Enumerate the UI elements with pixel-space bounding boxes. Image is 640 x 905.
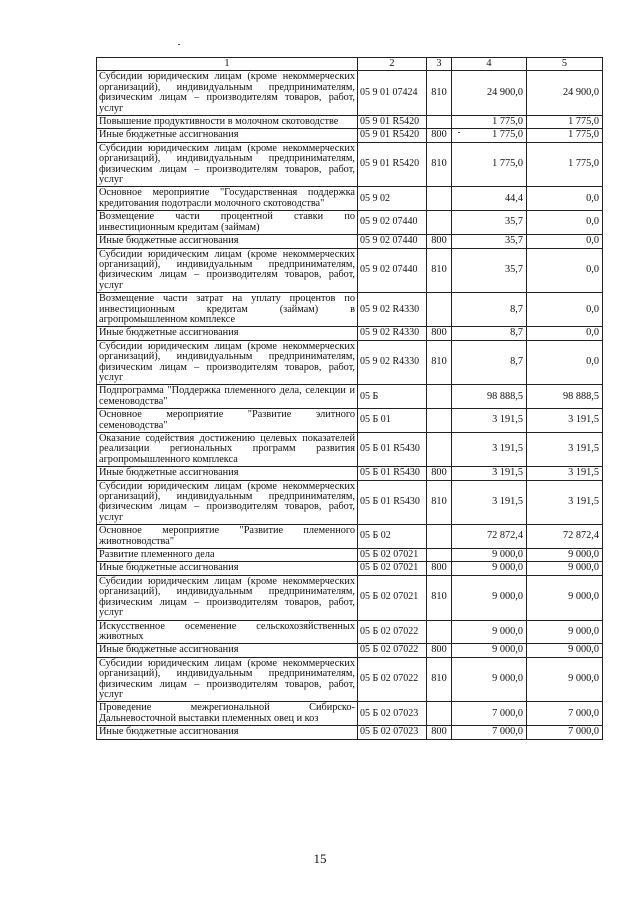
row-value-col4-cell: 9 000,0: [452, 620, 527, 644]
row-value-col5-cell: 9 000,0: [527, 657, 603, 702]
header-row: [97, 58, 603, 71]
row-value-col5-cell: 3 191,5: [527, 467, 603, 480]
row-code-cell: 05 Б 02 07021: [358, 575, 427, 620]
row-value-col4-cell: 9 000,0: [452, 562, 527, 575]
row-value-col4-cell: 7 000,0: [452, 702, 527, 726]
row-name-cell: Иные бюджетные ассигнования: [97, 644, 358, 657]
row-code-cell: 05 9 02 07440: [358, 235, 427, 248]
row-code-cell: 05 9 01 07424: [358, 71, 427, 116]
row-value-col4-cell: 24 900,0: [452, 71, 527, 116]
row-name-cell: Субсидии юридическим лицам (кроме некоммерческих организаций), индивидуальным предпринимателям, физическим лицам – производителям товаров, работ, услуг: [97, 575, 358, 620]
table-row: [97, 248, 603, 293]
row-code-cell: 05 Б 01 R5430: [358, 433, 427, 467]
row-value-col4-cell: 35,7: [452, 211, 527, 235]
row-value-col5-cell: 1 775,0: [527, 116, 603, 129]
table-row: [97, 235, 603, 248]
row-code-cell: 05 Б 02 07023: [358, 702, 427, 726]
table-row: [97, 575, 603, 620]
row-type-cell: 800: [427, 467, 452, 480]
row-type-cell: 810: [427, 480, 452, 525]
row-value-col4-cell: 9 000,0: [452, 575, 527, 620]
row-type-cell: [427, 385, 452, 409]
row-value-col5-cell: 0,0: [527, 327, 603, 340]
table-row: [97, 340, 603, 385]
row-value-col4-cell: 1 775,0: [452, 116, 527, 129]
row-value-col4-cell: 72 872,4: [452, 525, 527, 549]
table-row: [97, 327, 603, 340]
table-row: [97, 620, 603, 644]
table-row: [97, 549, 603, 562]
row-type-cell: 810: [427, 657, 452, 702]
row-type-cell: [427, 620, 452, 644]
row-name-cell: Иные бюджетные ассигнования: [97, 562, 358, 575]
row-name-cell: Иные бюджетные ассигнования: [97, 235, 358, 248]
budget-table: [96, 57, 603, 740]
row-value-col5-cell: 72 872,4: [527, 525, 603, 549]
table-row: [97, 562, 603, 575]
row-value-col5-cell: 7 000,0: [527, 726, 603, 739]
table-row: [97, 71, 603, 116]
row-name-cell: Иные бюджетные ассигнования: [97, 327, 358, 340]
row-code-cell: 05 9 02 07440: [358, 248, 427, 293]
column-header: 1: [97, 58, 358, 71]
table-row: [97, 433, 603, 467]
row-type-cell: [427, 433, 452, 467]
table-row: [97, 187, 603, 211]
row-type-cell: 810: [427, 340, 452, 385]
column-header: 5: [527, 58, 603, 71]
row-type-cell: 800: [427, 327, 452, 340]
row-type-cell: 810: [427, 248, 452, 293]
row-code-cell: 05 9 02 R4330: [358, 340, 427, 385]
row-value-col4-cell: 3 191,5: [452, 409, 527, 433]
row-name-cell: Искусственное осеменение сельскохозяйственных животных: [97, 620, 358, 644]
table-row: [97, 657, 603, 702]
table-row: [97, 525, 603, 549]
row-code-cell: 05 9 02 R4330: [358, 327, 427, 340]
row-name-cell: Основное мероприятие "Развитие племенного животноводства": [97, 525, 358, 549]
row-value-col4-cell: 8,7: [452, 293, 527, 327]
row-code-cell: 05 Б 01 R5430: [358, 480, 427, 525]
row-code-cell: 05 Б 02 07023: [358, 726, 427, 739]
row-value-col5-cell: 3 191,5: [527, 480, 603, 525]
row-code-cell: 05 Б 02 07021: [358, 562, 427, 575]
row-value-col5-cell: 0,0: [527, 187, 603, 211]
column-header: 4: [452, 58, 527, 71]
row-code-cell: 05 Б 01: [358, 409, 427, 433]
row-name-cell: Иные бюджетные ассигнования: [97, 129, 358, 142]
table-row: [97, 467, 603, 480]
row-type-cell: [427, 211, 452, 235]
row-code-cell: 05 9 02 R4330: [358, 293, 427, 327]
row-type-cell: [427, 525, 452, 549]
row-value-col5-cell: 0,0: [527, 248, 603, 293]
row-type-cell: 810: [427, 142, 452, 187]
row-value-col5-cell: 0,0: [527, 211, 603, 235]
row-name-cell: Возмещение части процентной ставки по инвестиционным кредитам (займам): [97, 211, 358, 235]
row-value-col5-cell: 9 000,0: [527, 620, 603, 644]
row-code-cell: 05 9 01 R5420: [358, 129, 427, 142]
row-type-cell: 800: [427, 235, 452, 248]
table-row: [97, 385, 603, 409]
row-name-cell: Субсидии юридическим лицам (кроме некоммерческих организаций), индивидуальным предпринимателям, физическим лицам – производителям товаров, работ, услуг: [97, 340, 358, 385]
table-row: [97, 293, 603, 327]
row-value-col4-cell: 7 000,0: [452, 726, 527, 739]
row-code-cell: 05 9 02 07440: [358, 211, 427, 235]
row-type-cell: 800: [427, 562, 452, 575]
row-value-col4-cell: 1 775,0: [452, 129, 527, 142]
row-name-cell: Развитие племенного дела: [97, 549, 358, 562]
table-row: [97, 142, 603, 187]
row-type-cell: 800: [427, 129, 452, 142]
table-row: [97, 726, 603, 739]
row-code-cell: 05 Б 02: [358, 525, 427, 549]
row-code-cell: 05 9 02: [358, 187, 427, 211]
row-value-col4-cell: 9 000,0: [452, 644, 527, 657]
row-value-col5-cell: 0,0: [527, 235, 603, 248]
column-header: 3: [427, 58, 452, 71]
table-row: [97, 129, 603, 142]
row-value-col5-cell: 0,0: [527, 340, 603, 385]
row-type-cell: [427, 116, 452, 129]
table-row: [97, 480, 603, 525]
row-type-cell: [427, 293, 452, 327]
row-name-cell: Подпрограмма "Поддержка племенного дела, селекции и семеноводства": [97, 385, 358, 409]
row-value-col5-cell: 24 900,0: [527, 71, 603, 116]
row-value-col5-cell: 0,0: [527, 293, 603, 327]
row-value-col4-cell: 1 775,0: [452, 142, 527, 187]
row-value-col5-cell: 1 775,0: [527, 142, 603, 187]
row-code-cell: 05 Б 02 07022: [358, 620, 427, 644]
table-row: [97, 116, 603, 129]
row-name-cell: Повышение продуктивности в молочном скотоводстве: [97, 116, 358, 129]
row-type-cell: 810: [427, 575, 452, 620]
row-type-cell: 800: [427, 726, 452, 739]
row-name-cell: Проведение межрегиональной Сибирско-Дальневосточной выставки племенных овец и коз: [97, 702, 358, 726]
row-value-col4-cell: 35,7: [452, 235, 527, 248]
row-type-cell: [427, 702, 452, 726]
row-value-col4-cell: 44,4: [452, 187, 527, 211]
row-value-col5-cell: 3 191,5: [527, 433, 603, 467]
table-row: [97, 702, 603, 726]
table-row: [97, 211, 603, 235]
row-value-col4-cell: 98 888,5: [452, 385, 527, 409]
row-name-cell: Субсидии юридическим лицам (кроме некоммерческих организаций), индивидуальным предпринимателям, физическим лицам – производителям товаров, работ, услуг: [97, 248, 358, 293]
row-type-cell: [427, 187, 452, 211]
row-type-cell: 810: [427, 71, 452, 116]
row-type-cell: [427, 409, 452, 433]
row-value-col4-cell: 3 191,5: [452, 433, 527, 467]
row-value-col4-cell: 3 191,5: [452, 480, 527, 525]
row-value-col4-cell: 35,7: [452, 248, 527, 293]
column-header: 2: [358, 58, 427, 71]
row-name-cell: Субсидии юридическим лицам (кроме некоммерческих организаций), индивидуальным предпринимателям, физическим лицам – производителям товаров, работ, услуг: [97, 142, 358, 187]
row-value-col5-cell: 9 000,0: [527, 549, 603, 562]
row-name-cell: Субсидии юридическим лицам (кроме некоммерческих организаций), индивидуальным предпринимателям, физическим лицам – производителям товаров, работ, услуг: [97, 480, 358, 525]
page-number: 15: [313, 851, 327, 866]
row-name-cell: Основное мероприятие "Государственная поддержка кредитования подотрасли молочного скотоводства": [97, 187, 358, 211]
row-type-cell: 800: [427, 644, 452, 657]
row-name-cell: Субсидии юридическим лицам (кроме некоммерческих организаций), индивидуальным предпринимателям, физическим лицам – производителям товаров, работ, услуг: [97, 71, 358, 116]
row-code-cell: 05 Б 02 07022: [358, 644, 427, 657]
row-code-cell: 05 Б 01 R5430: [358, 467, 427, 480]
row-value-col4-cell: 8,7: [452, 327, 527, 340]
row-value-col5-cell: 3 191,5: [527, 409, 603, 433]
row-value-col5-cell: 7 000,0: [527, 702, 603, 726]
row-type-cell: [427, 549, 452, 562]
row-value-col5-cell: 9 000,0: [527, 575, 603, 620]
row-name-cell: Оказание содействия достижению целевых показателей реализации региональных программ развития агропромышленного комплекса: [97, 433, 358, 467]
row-code-cell: 05 9 01 R5420: [358, 116, 427, 129]
row-name-cell: Иные бюджетные ассигнования: [97, 467, 358, 480]
row-name-cell: Иные бюджетные ассигнования: [97, 726, 358, 739]
row-name-cell: Субсидии юридическим лицам (кроме некоммерческих организаций), индивидуальным предпринимателям, физическим лицам – производителям товаров, работ, услуг: [97, 657, 358, 702]
row-name-cell: Возмещение части затрат на уплату процентов по инвестиционным кредитам (займам) в агропромышленном комплексе: [97, 293, 358, 327]
table-row: [97, 644, 603, 657]
row-code-cell: 05 9 01 R5420: [358, 142, 427, 187]
row-value-col5-cell: 9 000,0: [527, 644, 603, 657]
row-value-col5-cell: 9 000,0: [527, 562, 603, 575]
table-row: [97, 409, 603, 433]
row-code-cell: 05 Б 02 07021: [358, 549, 427, 562]
row-code-cell: 05 Б 02 07022: [358, 657, 427, 702]
row-value-col4-cell: 9 000,0: [452, 549, 527, 562]
row-value-col5-cell: 1 775,0: [527, 129, 603, 142]
scan-speck: [178, 44, 180, 45]
row-code-cell: 05 Б: [358, 385, 427, 409]
row-value-col4-cell: 3 191,5: [452, 467, 527, 480]
row-value-col4-cell: 8,7: [452, 340, 527, 385]
row-value-col4-cell: 9 000,0: [452, 657, 527, 702]
row-name-cell: Основное мероприятие "Развитие элитного семеноводства": [97, 409, 358, 433]
row-value-col5-cell: 98 888,5: [527, 385, 603, 409]
